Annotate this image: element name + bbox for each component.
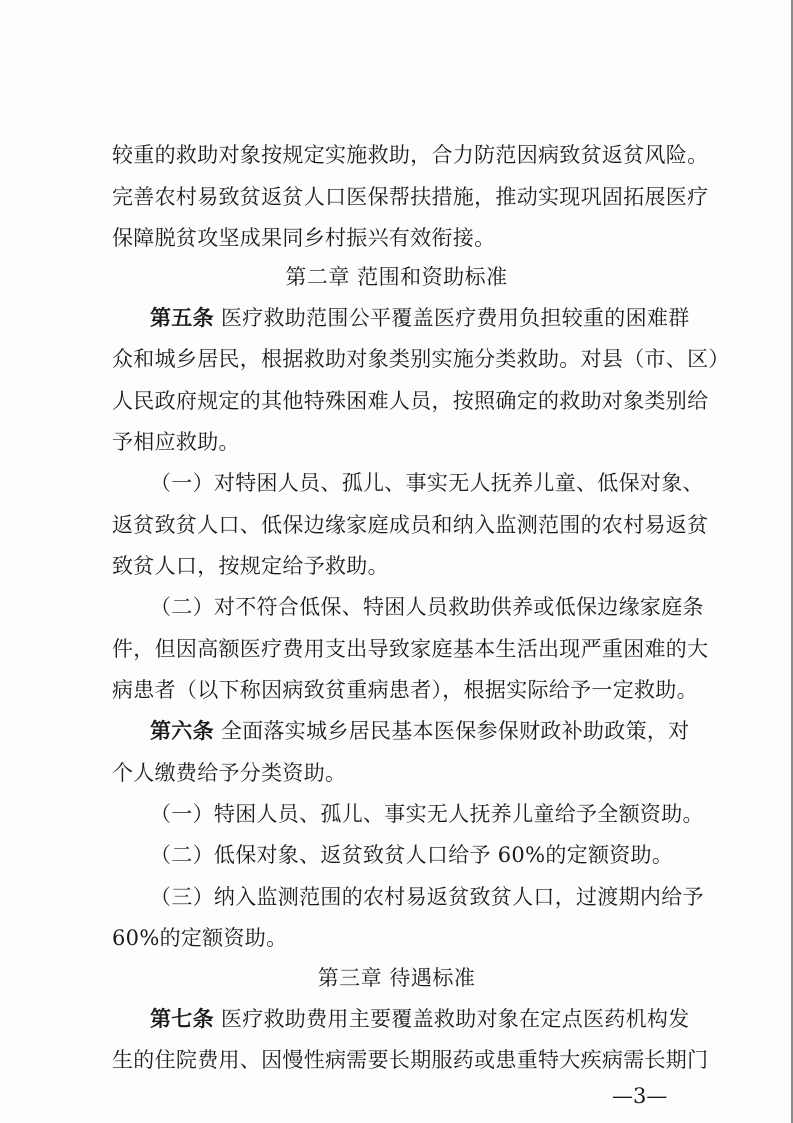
article-label: 第六条 xyxy=(150,719,214,743)
article-text: 全面落实城乡居民基本医保参保财政补助政策，对 xyxy=(220,719,690,743)
text-line: 完善农村易致贫返贫人口医保帮扶措施，推动实现巩固拓展医疗 xyxy=(112,185,709,209)
item-line: （一）对特困人员、孤儿、事实无人抚养儿童、低保对象、 xyxy=(150,471,704,495)
chapter-heading: 第二章 范围和资助标准 xyxy=(285,265,508,289)
page-number: —3— xyxy=(612,1084,668,1108)
article-text: 医疗救助费用主要覆盖救助对象在定点医药机构发 xyxy=(220,1007,690,1031)
item-line: （二）对不符合低保、特困人员救助供养或低保边缘家庭条 xyxy=(150,595,704,619)
article-line xyxy=(150,1005,702,1033)
item-line: （一）特困人员、孤儿、事实无人抚养儿童给予全额资助。 xyxy=(150,802,704,826)
article-text: 医疗救助范围公平覆盖医疗费用负担较重的困难群 xyxy=(220,306,690,330)
text-line: 个人缴费给予分类资助。 xyxy=(112,761,347,785)
text-line: 众和城乡居民，根据救助对象类别实施分类救助。对县（市、区） xyxy=(112,347,730,371)
article-line xyxy=(150,304,702,332)
text-line: 予相应救助。 xyxy=(112,430,240,454)
article-line xyxy=(150,717,702,745)
text-line: 返贫致贫人口、低保边缘家庭成员和纳入监测范围的农村易返贫 xyxy=(112,513,709,537)
text-line: 60%的定额资助。 xyxy=(112,926,288,950)
item-line: （三）纳入监测范围的农村易返贫致贫人口，过渡期内给予 xyxy=(150,885,704,909)
text-line: 保障脱贫攻坚成果同乡村振兴有效衔接。 xyxy=(112,226,496,250)
text-line: 件，但因高额医疗费用支出导致家庭基本生活出现严重困难的大 xyxy=(112,637,709,661)
text-line: 致贫人口，按规定给予救助。 xyxy=(112,554,389,578)
chapter-heading: 第三章 待遇标准 xyxy=(317,966,476,990)
item-line: （二）低保对象、返贫致贫人口给予 60%的定额资助。 xyxy=(150,843,674,867)
article-label: 第七条 xyxy=(150,1007,214,1031)
article-label: 第五条 xyxy=(150,306,214,330)
text-line: 生的住院费用、因慢性病需要长期服药或患重特大疾病需长期门 xyxy=(112,1048,709,1072)
text-line: 较重的救助对象按规定实施救助，合力防范因病致贫返贫风险。 xyxy=(112,143,709,167)
text-line: 病患者（以下称因病致贫重病患者），根据实际给予一定救助。 xyxy=(112,678,698,702)
text-line: 人民政府规定的其他特殊困难人员，按照确定的救助对象类别给 xyxy=(112,389,709,413)
